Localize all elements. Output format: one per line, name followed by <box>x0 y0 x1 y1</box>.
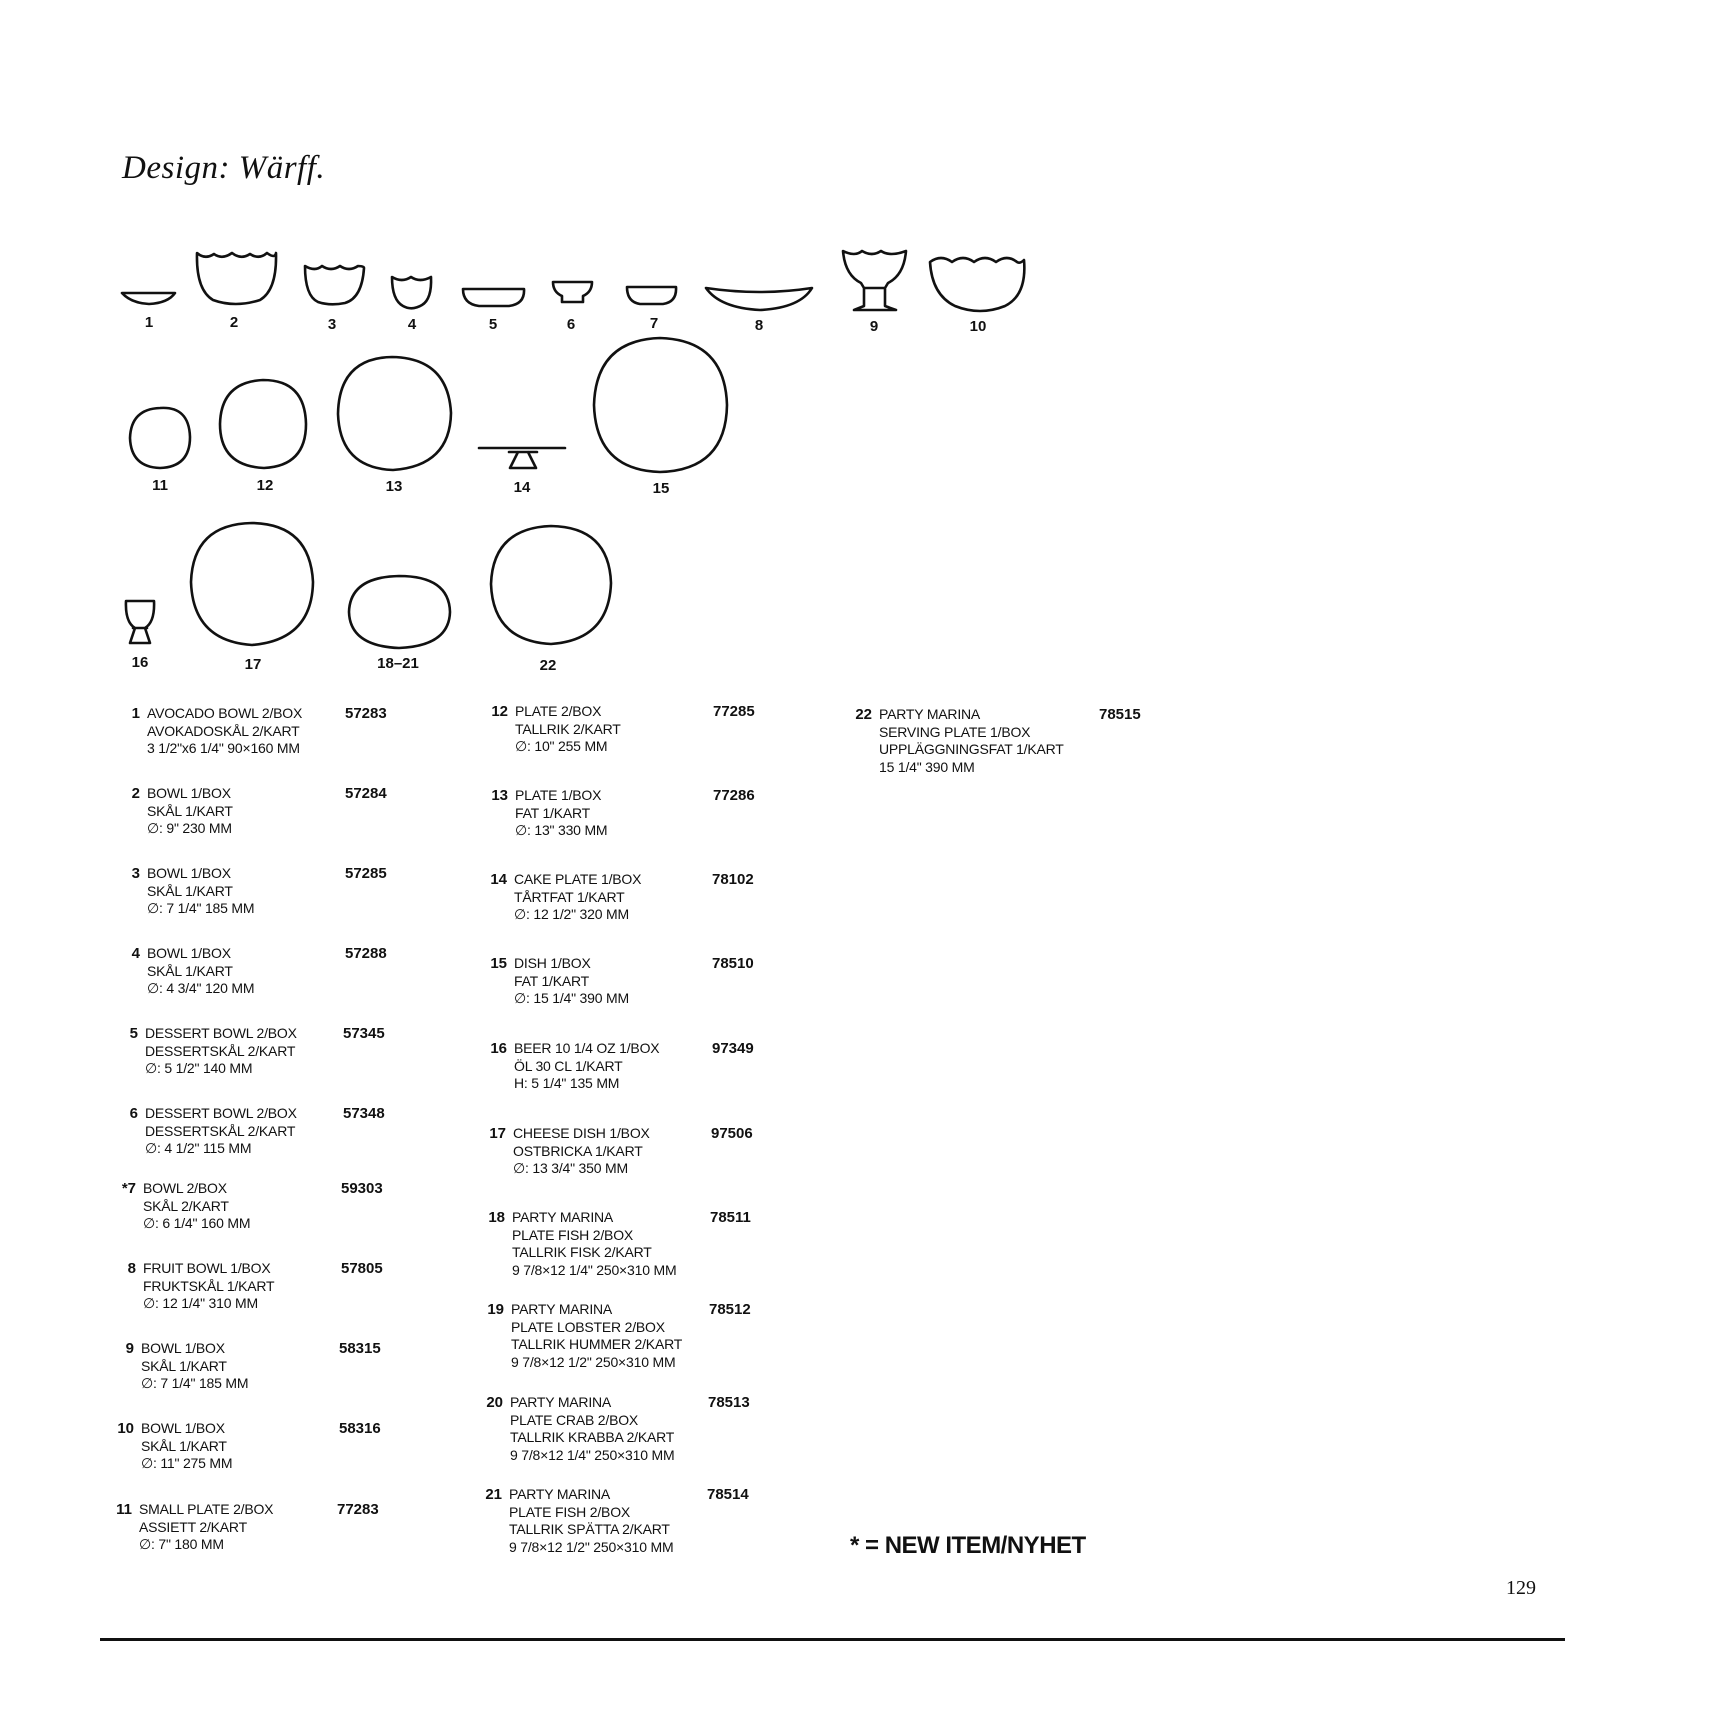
item-code: 78515 <box>1099 706 1141 723</box>
item-line: PARTY MARINA <box>511 1301 613 1317</box>
item-code: 57284 <box>345 785 387 802</box>
item-code: 58316 <box>339 1420 381 1437</box>
item-line: ∅: 5 1/2" 140 MM <box>145 1060 253 1076</box>
item-line: FAT 1/KART <box>515 804 591 821</box>
item-code: 57288 <box>345 945 387 962</box>
item-line: ∅: 7" 180 MM <box>139 1536 224 1552</box>
item-line: 9 7/8×12 1/4" 250×310 MM <box>510 1446 675 1463</box>
item-line: SKÅL 1/KART <box>141 1437 227 1454</box>
item-line: TALLRIK SPÄTTA 2/KART <box>509 1521 670 1537</box>
item-number: 9 <box>125 1340 134 1357</box>
item-line: CHEESE DISH 1/BOX <box>513 1125 650 1141</box>
item-number: 5 <box>129 1025 138 1042</box>
item-line: ∅: 11" 275 MM <box>141 1455 233 1471</box>
item-code: 78513 <box>708 1394 750 1411</box>
item-number: 15 <box>490 955 507 972</box>
new-item-legend: * = NEW ITEM/NYHET <box>850 1532 1086 1559</box>
item-line: FRUIT BOWL 1/BOX <box>143 1260 271 1276</box>
item-number: 1 <box>131 705 140 722</box>
item-line: SMALL PLATE 2/BOX <box>139 1501 274 1517</box>
item-line: ∅: 6 1/4" 160 MM <box>143 1215 251 1231</box>
item-number: 22 <box>855 706 872 723</box>
item-line: DESSERTSKÅL 2/KART <box>145 1122 296 1139</box>
item-code: 97349 <box>712 1040 754 1057</box>
item-number: 14 <box>490 871 507 888</box>
item-line: PLATE FISH 2/BOX <box>509 1503 631 1520</box>
item-line: CAKE PLATE 1/BOX <box>514 871 642 887</box>
figure-label-17: 17 <box>244 656 262 673</box>
item-line: FAT 1/KART <box>514 972 590 989</box>
figure-label-1: 1 <box>144 314 154 331</box>
item-line: PARTY MARINA <box>510 1394 612 1410</box>
figure-label-15: 15 <box>652 480 670 497</box>
item-line: BOWL 1/BOX <box>147 785 231 801</box>
item-number: 10 <box>117 1420 134 1437</box>
item-line: BOWL 1/BOX <box>141 1420 225 1436</box>
item-line: PLATE FISH 2/BOX <box>512 1226 634 1243</box>
item-line: PLATE CRAB 2/BOX <box>510 1411 639 1428</box>
item-line: OSTBRICKA 1/KART <box>513 1142 643 1159</box>
item-number: 18 <box>488 1209 505 1226</box>
item-line: 3 1/2"x6 1/4" 90×160 MM <box>147 740 300 756</box>
item-code: 78512 <box>709 1301 751 1318</box>
item-line: 9 7/8×12 1/2" 250×310 MM <box>511 1353 676 1370</box>
item-line: BOWL 2/BOX <box>143 1180 227 1196</box>
item-line: ∅: 4 1/2" 115 MM <box>145 1140 252 1156</box>
item-line: PLATE LOBSTER 2/BOX <box>511 1318 665 1335</box>
item-number: 6 <box>129 1105 138 1122</box>
item-line: UPPLÄGGNINGSFAT 1/KART <box>879 741 1064 757</box>
item-code: 58315 <box>339 1340 381 1357</box>
item-code: 57285 <box>345 865 387 882</box>
item-number: 19 <box>487 1301 504 1318</box>
item-code: 77285 <box>713 703 755 720</box>
item-line: SKÅL 1/KART <box>147 802 233 819</box>
item-code: 57283 <box>345 705 387 722</box>
item-number: *7 <box>121 1180 136 1197</box>
bottom-rule <box>100 1638 1565 1641</box>
item-line: AVOKADOSKÅL 2/KART <box>147 722 300 739</box>
item-number: 20 <box>486 1394 503 1411</box>
item-line: ∅: 15 1/4" 390 MM <box>514 990 629 1006</box>
figure-label-11: 11 <box>152 477 168 494</box>
item-line: DESSERTSKÅL 2/KART <box>145 1042 296 1059</box>
item-line: PLATE 1/BOX <box>515 787 602 803</box>
item-line: BOWL 1/BOX <box>141 1340 225 1356</box>
item-code: 78511 <box>710 1209 751 1226</box>
item-number: 3 <box>131 865 140 882</box>
item-number: 4 <box>131 945 140 962</box>
item-number: 21 <box>485 1486 502 1503</box>
item-line: DESSERT BOWL 2/BOX <box>145 1025 297 1041</box>
figure-label-8: 8 <box>754 317 764 334</box>
item-number: 11 <box>116 1501 132 1518</box>
figure-label-2: 2 <box>229 314 239 331</box>
item-line: 9 7/8×12 1/4" 250×310 MM <box>512 1261 677 1278</box>
figure-label-12: 12 <box>256 477 274 494</box>
item-line: ASSIETT 2/KART <box>139 1518 247 1535</box>
figure-label-6: 6 <box>566 316 576 333</box>
item-line: TALLRIK 2/KART <box>515 720 621 737</box>
item-line: PLATE 2/BOX <box>515 703 602 719</box>
figure-label-7: 7 <box>649 315 659 332</box>
item-line: ∅: 13" 330 MM <box>515 822 608 838</box>
item-number: 13 <box>491 787 508 804</box>
item-code: 78510 <box>712 955 754 972</box>
item-code: 78514 <box>707 1486 749 1503</box>
item-number: 12 <box>491 703 508 720</box>
item-code: 77286 <box>713 787 755 804</box>
item-line: TÅRTFAT 1/KART <box>514 888 625 905</box>
item-line: DISH 1/BOX <box>514 955 591 971</box>
item-line: ∅: 7 1/4" 185 MM <box>147 900 255 916</box>
item-line: ∅: 10" 255 MM <box>515 738 608 754</box>
item-line: PARTY MARINA <box>879 706 981 722</box>
item-line: ∅: 4 3/4" 120 MM <box>147 980 255 996</box>
item-line: BOWL 1/BOX <box>147 865 231 881</box>
figure-label-4: 4 <box>407 316 417 333</box>
item-line: ÖL 30 CL 1/KART <box>514 1057 623 1074</box>
page-title: Design: Wärff. <box>122 150 326 186</box>
item-line: DESSERT BOWL 2/BOX <box>145 1105 297 1121</box>
figure-label-14: 14 <box>513 479 531 496</box>
item-line: ∅: 7 1/4" 185 MM <box>141 1375 249 1391</box>
item-line: SERVING PLATE 1/BOX <box>879 723 1031 740</box>
item-line: SKÅL 1/KART <box>141 1357 227 1374</box>
item-number: 17 <box>489 1125 506 1142</box>
item-code: 97506 <box>711 1125 753 1142</box>
item-code: 57345 <box>343 1025 385 1042</box>
item-line: SKÅL 2/KART <box>143 1197 229 1214</box>
figure-label-16: 16 <box>131 654 149 671</box>
item-line: H: 5 1/4" 135 MM <box>514 1075 620 1091</box>
figure-label-3: 3 <box>327 316 337 333</box>
item-code: 57805 <box>341 1260 383 1277</box>
item-code: 57348 <box>343 1105 385 1122</box>
figure-label-13: 13 <box>385 478 403 495</box>
item-line: FRUKTSKÅL 1/KART <box>143 1277 275 1294</box>
item-line: ∅: 12 1/2" 320 MM <box>514 906 629 922</box>
item-line: TALLRIK HUMMER 2/KART <box>511 1336 683 1352</box>
item-line: TALLRIK KRABBA 2/KART <box>510 1429 675 1445</box>
figure-label-22: 22 <box>539 657 557 674</box>
item-line: ∅: 12 1/4" 310 MM <box>143 1295 258 1311</box>
figure-label-5: 5 <box>488 316 498 333</box>
item-line: AVOCADO BOWL 2/BOX <box>147 705 303 721</box>
item-line: BEER 10 1/4 OZ 1/BOX <box>514 1040 660 1056</box>
item-line: SKÅL 1/KART <box>147 962 233 979</box>
item-number: 16 <box>490 1040 507 1057</box>
item-line: SKÅL 1/KART <box>147 882 233 899</box>
figure-label-9: 9 <box>869 318 879 335</box>
item-line: 9 7/8×12 1/2" 250×310 MM <box>509 1538 674 1555</box>
item-line: ∅: 13 3/4" 350 MM <box>513 1160 628 1176</box>
item-line: ∅: 9" 230 MM <box>147 820 232 836</box>
item-code: 59303 <box>341 1180 383 1197</box>
item-number: 2 <box>131 785 140 802</box>
item-code: 77283 <box>337 1501 379 1518</box>
item-number: 8 <box>127 1260 136 1277</box>
figure-label-10: 10 <box>969 318 987 335</box>
item-line: PARTY MARINA <box>512 1209 614 1225</box>
figure-label-18-21: 18–21 <box>377 655 419 672</box>
item-line: BOWL 1/BOX <box>147 945 231 961</box>
page-number: 129 <box>1506 1577 1536 1599</box>
item-code: 78102 <box>712 871 754 888</box>
item-line: TALLRIK FISK 2/KART <box>512 1244 652 1260</box>
item-line: PARTY MARINA <box>509 1486 611 1502</box>
item-line: 15 1/4" 390 MM <box>879 758 975 775</box>
